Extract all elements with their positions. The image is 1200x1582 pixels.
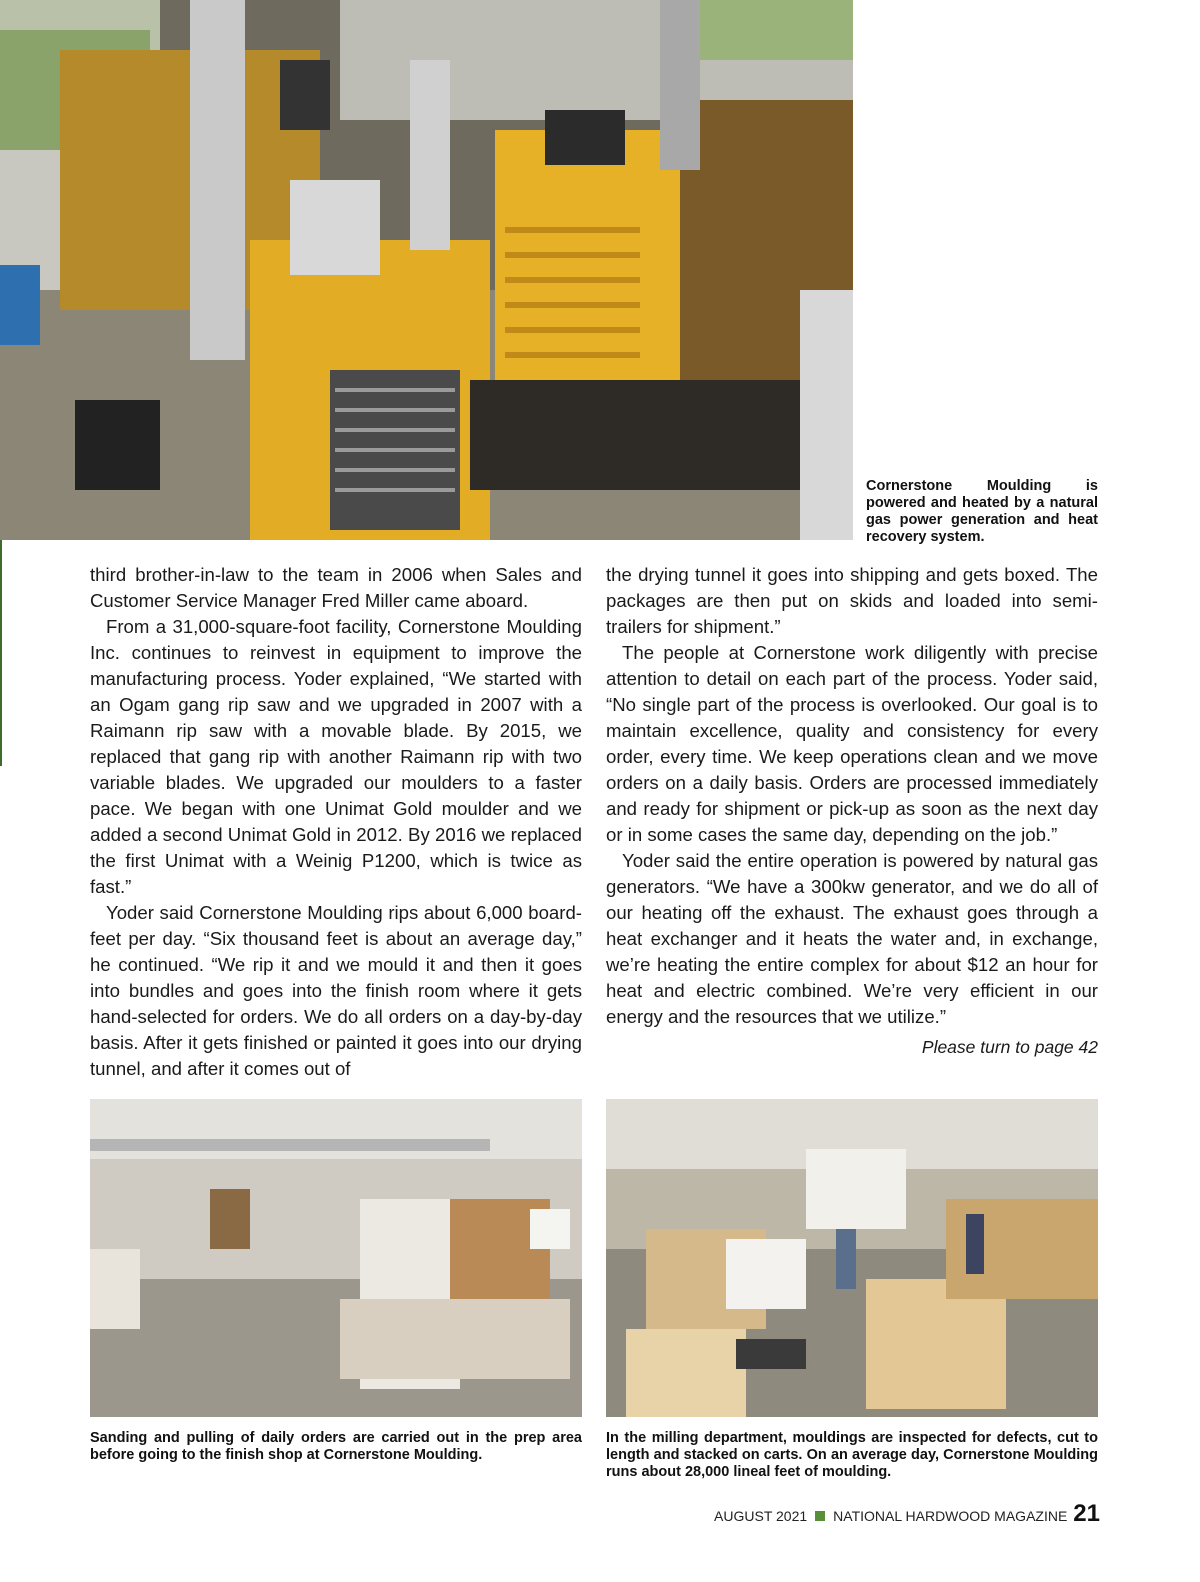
magazine-name: NATIONAL HARDWOOD MAGAZINE [833,1508,1068,1524]
generator-photo-caption: Cornerstone Moulding is powered and heated by a natural gas power generation and heat recovery system. [866,478,1098,545]
continued-note: Please turn to page 42 [921,1037,1098,1057]
prep-area-photo-caption: Sanding and pulling of daily orders are carried out in the prep area before going to the finish shop at Cornerstone Moulding. [90,1430,582,1463]
paragraph: From a 31,000-square-foot facility, Cornerstone Moulding Inc. continues to reinvest in equipment to improve the manufacturing process. Yoder explained, “We started with an Ogam gang rip saw and we upgraded in 2007 with a Raimann rip saw with a movable blade. By 2015, we replaced that gang rip with another Raimann rip with two variable blades. We upgraded our moulders to a faster pace. We began with one Unimat Gold moulder and we added a second Unimat Gold in 2012. By 2016 we replaced the first Unimat with a Weinig P1200, which is twice as fast.” [90,616,582,897]
paragraph: the drying tunnel it goes into shipping and gets boxed. The packages are then put on skids and loaded into semi-trailers for shipment.” [606,564,1098,637]
square-separator-icon [815,1511,825,1521]
side-rule [0,540,2,766]
generator-photo [0,0,853,540]
milling-photo [606,1099,1098,1417]
article-column-right [606,562,1098,1060]
paragraph: The people at Cornerstone work diligently with precise attention to detail on each part of the process. Yoder said, “No single part of the process is overlooked. Our goal is to maintain excellence, quality and consistency for every order, every time. We keep operations clean and we move orders on a daily basis. Orders are processed immediately and ready for shipment or pick-up as soon as the next day or in some cases the same day, depending on the job.” [606,642,1098,845]
milling-photo-caption: In the milling department, mouldings are inspected for defects, cut to length and stacked on carts. On an average day, Cornerstone Moulding runs about 28,000 lineal feet of moulding. [606,1430,1098,1480]
paragraph: Yoder said the entire operation is powered by natural gas generators. “We have a 300kw generator, and we do all of our heating off the exhaust. The exhaust goes through a heat exchanger and it heats the water and, in exchange, we’re heating the entire complex for about $12 an hour for heat and electric combined. We’re very efficient in our energy and the resources that we utilize.” [606,850,1098,1027]
prep-area-photo [90,1099,582,1417]
page-footer [714,1500,1100,1528]
page-number: 21 [1073,1500,1100,1527]
issue-date: AUGUST 2021 [714,1508,808,1524]
article-column-left [90,562,582,1082]
paragraph: third brother-in-law to the team in 2006 when Sales and Customer Service Manager Fred Miller came aboard. [90,564,582,611]
paragraph: Yoder said Cornerstone Moulding rips about 6,000 board-feet per day. “Six thousand feet is about an average day,” he continued. “We rip it and we mould it and then it goes into bundles and goes into the finish room where it gets hand-selected for orders. We do all orders on a day-by-day basis. After it gets finished or painted it goes into our drying tunnel, and after it comes out of [90,902,582,1079]
